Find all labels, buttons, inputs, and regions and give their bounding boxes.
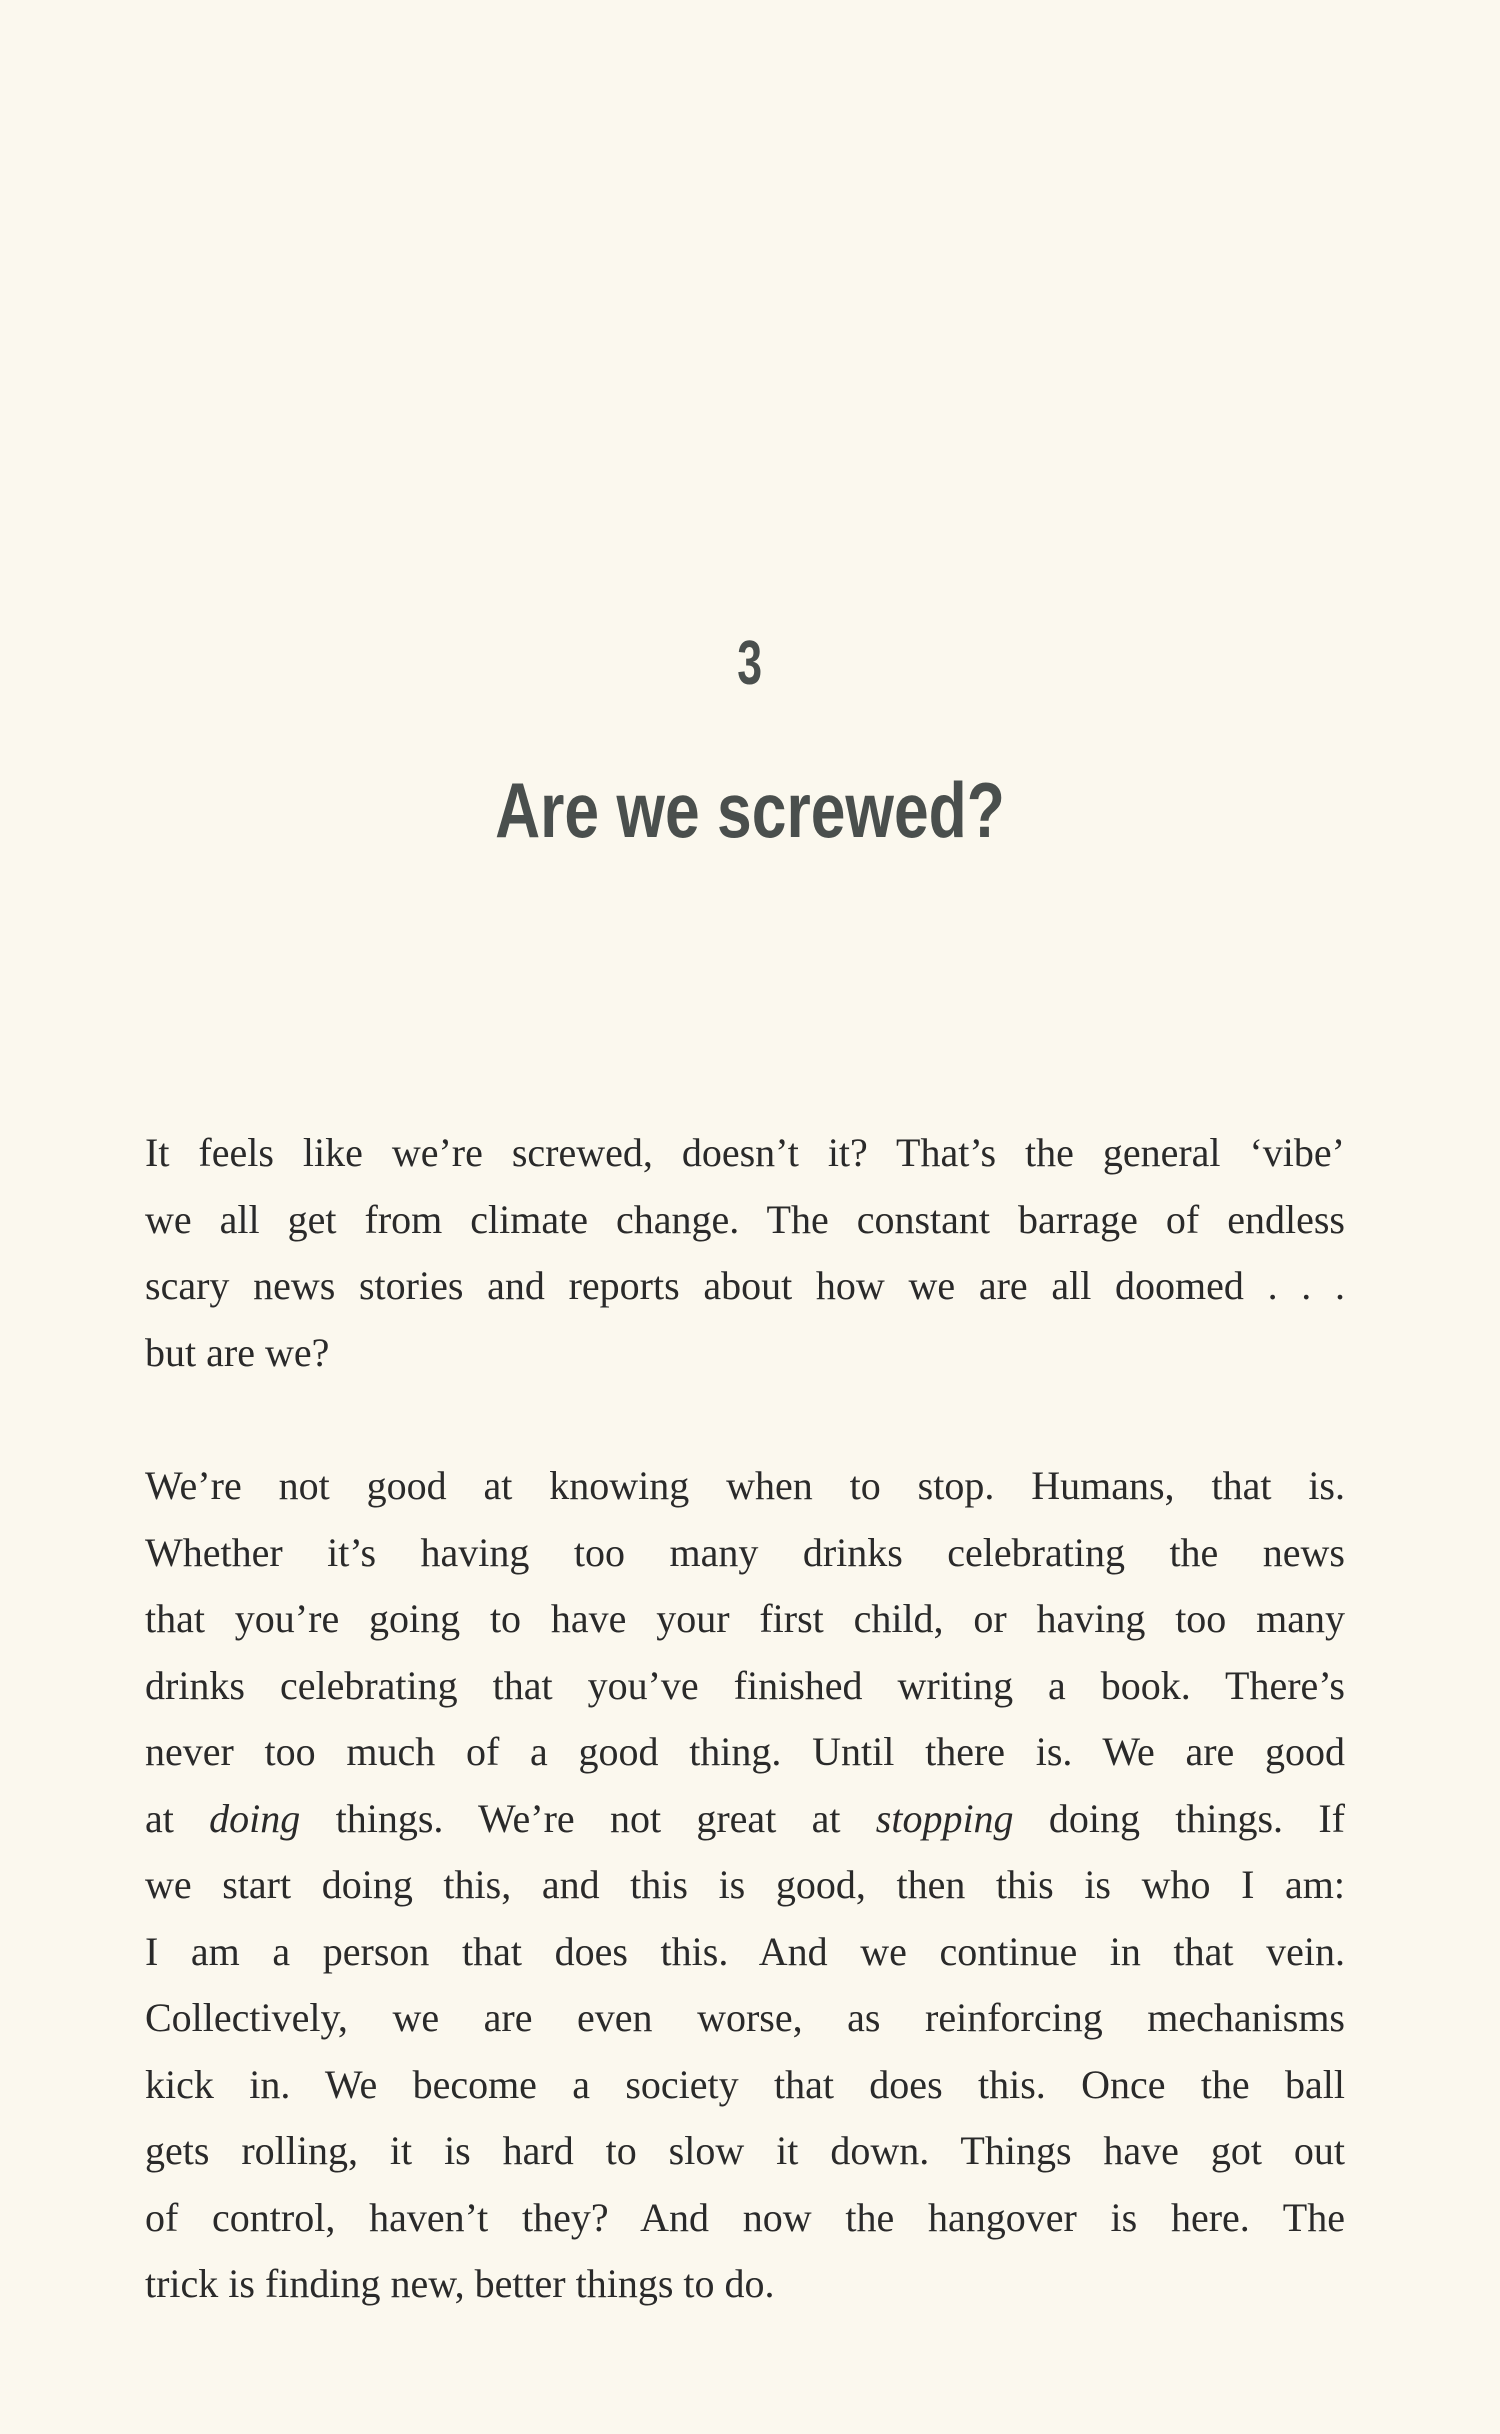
text-line: scary news stories and reports about how we are all doomed . . .	[145, 1263, 1345, 1308]
chapter-title: Are we screwed?	[495, 766, 1005, 854]
text-line: of control, haven’t they? And now the hangover is here. The	[145, 2194, 1345, 2240]
text-line: we all get from climate change. The constant barrage of endless	[145, 1196, 1345, 1242]
text-line: we start doing this, and this is good, then this is who I am:	[145, 1862, 1345, 1907]
text-line: Whether it’s having too many drinks celebrating the news	[145, 1529, 1345, 1575]
text-line: trick is finding new, better things to do.	[145, 2261, 775, 2306]
text-line: drinks celebrating that you’ve finished writing a book. There’s	[145, 1662, 1345, 1708]
emphasis-doing: doing	[209, 1795, 301, 1841]
text-line: that you’re going to have your first child, or having too many	[145, 1596, 1345, 1641]
text-line: gets rolling, it is hard to slow it down. Things have got out	[145, 2128, 1345, 2173]
paragraph-2	[145, 1453, 1345, 2318]
text-segment: things. We’re not great at	[300, 1795, 876, 1841]
text-line: It feels like we’re screwed, doesn’t it? That’s the general ‘vibe’	[145, 1130, 1345, 1175]
text-segment: at	[145, 1795, 210, 1841]
text-line: kick in. We become a society that does this. Once the ball	[145, 2061, 1345, 2107]
text-line: I am a person that does this. And we continue in that vein.	[145, 1928, 1345, 1974]
text-line: Collectively, we are even worse, as reinforcing mechanisms	[145, 1995, 1345, 2040]
text-line: We’re not good at knowing when to stop. Humans, that is.	[145, 1463, 1345, 1508]
chapter-number: 3	[737, 629, 763, 698]
text-segment: doing things. If	[1013, 1795, 1345, 1841]
emphasis-stopping: stopping	[875, 1795, 1014, 1841]
text-line: never too much of a good thing. Until there is. We are good	[145, 1729, 1345, 1774]
text-line-with-emphasis	[145, 1786, 1345, 1853]
paragraph-1	[145, 1120, 1345, 1386]
text-line: but are we?	[145, 1329, 330, 1375]
